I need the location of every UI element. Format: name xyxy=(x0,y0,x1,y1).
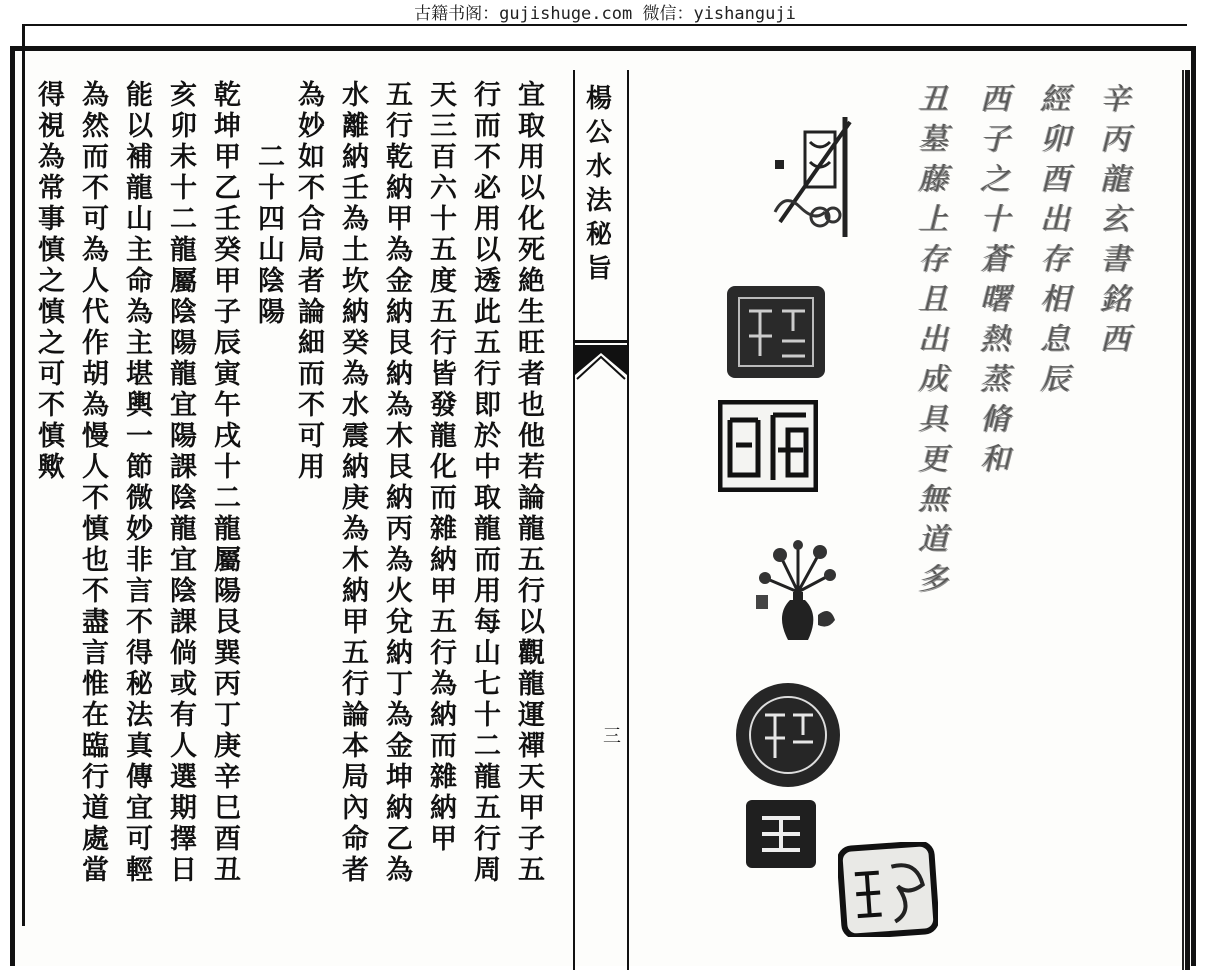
right-page xyxy=(640,80,1180,950)
text-column: 亥卯未十二龍屬陰陽龍宜陽課陰龍宜陰課倘或有人選期擇日 xyxy=(170,80,197,886)
calligraphy-column: 辛丙龍玄書銘西 xyxy=(1100,82,1130,357)
scholar-objects-emblem xyxy=(765,112,860,242)
text-column: 為妙如不合局者論細而不可用 xyxy=(298,80,325,483)
square-seal-relief xyxy=(718,400,818,492)
text-column: 行而不必用以透此五行即於中取龍而用每山七十二龍五行周 xyxy=(474,80,501,886)
round-seal xyxy=(733,680,843,790)
site-header: 古籍书阁：gujishuge.com 微信：yishanguji xyxy=(414,4,796,24)
text-column: 乾坤甲乙壬癸甲子辰寅午戌十二龍屬陽艮巽丙丁庚辛巳酉丑 xyxy=(214,80,241,886)
text-column: 水離納壬為土坎納癸為水震納庚為木納甲五行論本局內命者 xyxy=(342,80,369,886)
text-column: 天三百六十五度五行皆發龍化而雜納甲五行為納而雜納甲 xyxy=(430,80,457,855)
dragon-seal xyxy=(838,842,938,937)
text-column: 五行乾納甲為金納艮納為木艮納丙為火兌納丁為金坤納乙為 xyxy=(386,80,413,886)
calligraphy-column: 經卯酉出存相息辰 xyxy=(1040,82,1070,397)
small-square-seal xyxy=(746,800,816,868)
right-border-thin xyxy=(1182,70,1184,970)
flower-vase-emblem xyxy=(750,540,840,650)
fish-tail-mark xyxy=(575,345,627,385)
gutter-divider xyxy=(575,340,627,343)
page-number: 三 xyxy=(603,726,621,747)
book-title: 楊公水法秘旨 xyxy=(586,84,615,284)
calligraphy-column: 丑墓藤上存且出成具更無道多 xyxy=(918,82,948,597)
text-column: 為然而不可為人代作胡為慢人不慎也不盡言惟在臨行道處當 xyxy=(82,80,109,886)
left-page-text xyxy=(36,80,566,950)
section-heading: 二十四山陰陽 xyxy=(258,142,285,328)
text-column: 宜取用以化死絶生旺者也他若論龍五行以觀龍運禪天甲子五 xyxy=(518,80,545,886)
text-column: 得視為常事慎之慎之可不慎歟 xyxy=(38,80,65,483)
calligraphy-column: 西子之十蒼曙熱蒸脩和 xyxy=(980,82,1010,477)
text-column: 能以補龍山主命為主堪輿一節微妙非言不得秘法真傳宜可輕 xyxy=(126,80,153,886)
right-border-thick xyxy=(1185,70,1190,970)
square-seal-intaglio xyxy=(727,286,825,378)
